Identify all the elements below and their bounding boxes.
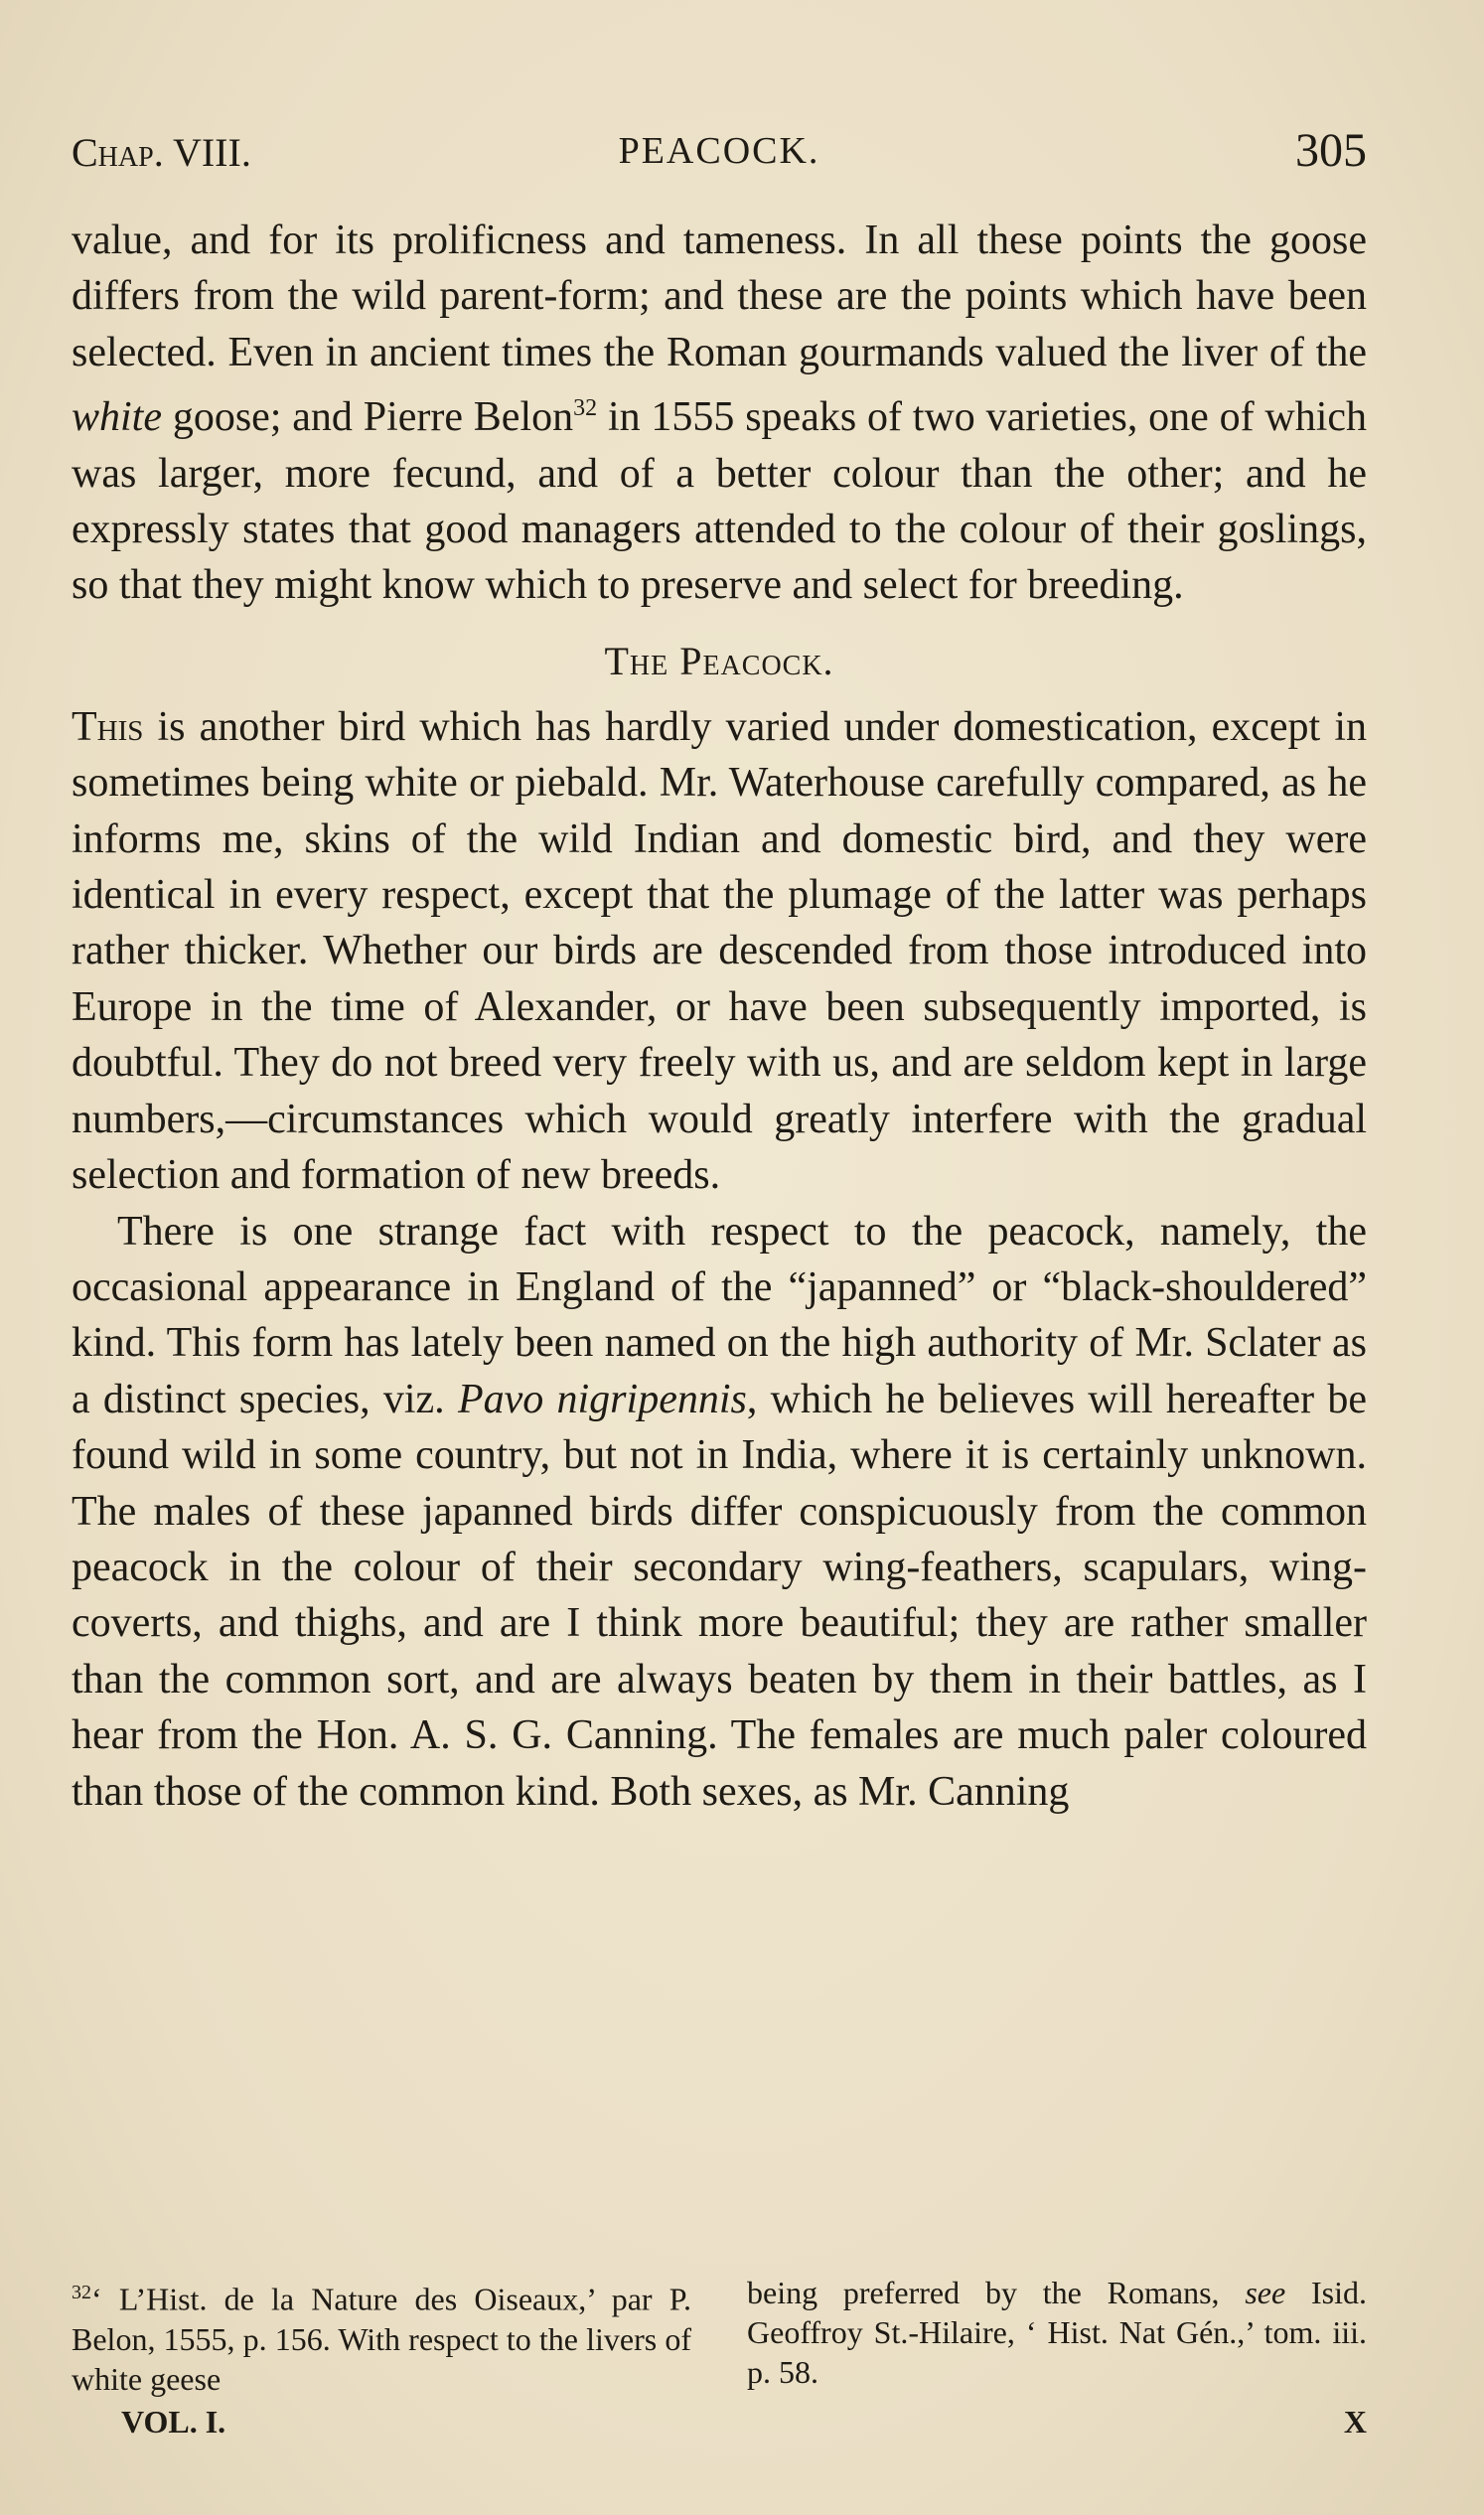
paragraph-peacock-2-end: , which he believes will hereafter be found wild in some country, but not in India, where it is certainly unknown. The males of these japanned birds differ conspicuously from the common peacock in the colour of their secondary wing-feathers, scapulars, wing-coverts, and thighs, and are I think more beautiful; they are rather smaller than the common sort, and are always beaten by them in their battles, as I hear from the Hon. A. S. G. Canning. The females are much paler coloured than those of the common kind. Both sexes, as Mr. Canning <box>72 1376 1367 1815</box>
footnote-right-end: Isid. Geoffroy St.-Hilaire, ‘ Hist. Nat Gén.,’ tom. iii. p. 58. <box>747 2275 1368 2390</box>
running-header <box>72 119 1367 179</box>
italic-species: Pavo nigripennis <box>457 1376 747 1422</box>
paragraph-peacock-1 <box>72 699 1367 1204</box>
section-title: The Peacock. <box>604 638 834 683</box>
page-footer <box>72 2404 1367 2443</box>
paragraph-peacock-2-text: There is one strange fact with respect to the peacock, namely, the occasional appearance in England of the “japanned” or “black-shouldered” kind. This form has lately been named on the high authority of Mr. Sclater as a distinct species, viz. <box>72 1208 1367 1422</box>
footnote-left <box>72 2273 691 2399</box>
footnote-left-text: ‘ L’Hist. de la Nature des Oiseaux,’ par P. Belon, 1555, p. 156. With respect to the livers of white geese <box>72 2281 691 2397</box>
paragraph-peacock-2 <box>72 1204 1367 1820</box>
page-number: 305 <box>1295 124 1367 177</box>
chapter-label: Chap. VIII. <box>72 130 251 175</box>
paragraph-peacock-1-text: is another bird which has hardly varied under domestication, except in sometimes being white or piebald. Mr. Waterhouse carefully compared, as he informs me, skins of the wild Indian and domestic bird, and they were identical in every respect, except that the plumage of the latter was perhaps rather thicker. Whether our birds are descended from those introduced into Europe in the time of Alexander, or have been subsequently imported, is doubtful. They do not breed very freely with us, and are seldom kept in large numbers,—circumstances which would greatly interfere with the gradual selection and formation of new breeds. <box>72 703 1367 1199</box>
footnote-ref-32: 32 <box>573 395 598 422</box>
paragraph-goose-cont: goose; and Pierre Belon <box>172 394 574 441</box>
paragraph-goose-text: value, and for its prolificness and tameness. In all these points the goose differs from the wild parent-form; and these are the points which have been selected. Even in ancient times the Roman gourmands valued the liver of the <box>72 218 1367 375</box>
footnote-see: see <box>1245 2275 1286 2310</box>
running-title: PEACOCK. <box>618 130 820 172</box>
footnote-right-text: being preferred by the Romans, <box>747 2275 1220 2310</box>
drop-lead-word: This <box>72 703 144 750</box>
paragraph-goose-end: in 1555 speaks of two varieties, one of which was larger, more fecund, and of a better colour than the other; and he expressly states that good managers attended to the colour of their goslings, so that they might know which to preserve and select for breeding. <box>72 394 1368 609</box>
signature-mark: X <box>1343 2404 1367 2440</box>
page-body <box>72 213 1367 1820</box>
footnote-right <box>747 2273 1367 2399</box>
italic-white: white <box>72 394 162 441</box>
signature-volume: VOL. I. <box>121 2404 226 2440</box>
paragraph-goose <box>72 213 1367 614</box>
footnotes <box>72 2273 1367 2399</box>
footnote-number: 32 <box>72 2282 91 2303</box>
